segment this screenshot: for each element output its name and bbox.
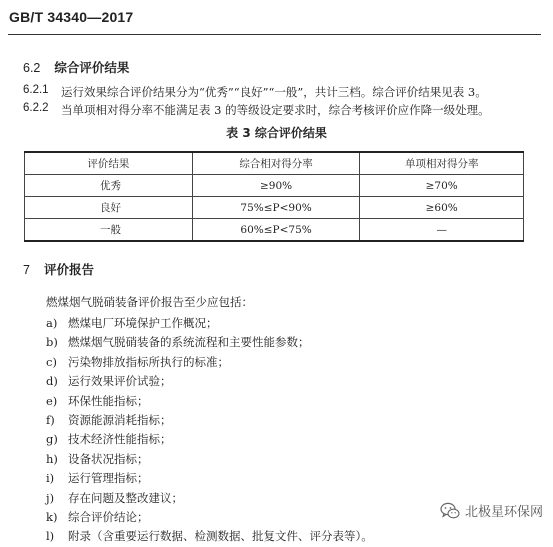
section-title: 评价报告	[43, 262, 94, 277]
table-row	[25, 197, 524, 219]
item-mark: g)	[46, 432, 58, 447]
item-mark: c)	[46, 354, 57, 369]
item-text: 燃煤电厂环境保护工作概况；	[68, 316, 218, 330]
list-item	[46, 450, 373, 469]
item-text: 环保性能指标；	[68, 393, 149, 408]
list-item	[46, 508, 373, 527]
section-7-heading	[23, 260, 94, 278]
clause-6-2-2	[23, 102, 490, 118]
table-cell: —	[360, 219, 524, 242]
section-number: 6.2	[23, 61, 41, 75]
header-rule	[8, 34, 541, 35]
section-title: 综合评价结果	[54, 60, 130, 75]
item-mark: i)	[46, 471, 55, 486]
item-mark: l)	[46, 529, 55, 544]
item-text: 燃煤烟气脱硝装备的系统流程和主要性能参数；	[68, 335, 310, 350]
clause-number: 6.2.1	[23, 84, 49, 96]
evaluation-result-table	[24, 151, 524, 242]
clause-text: 运行效果综合评价结果分为“优秀”“良好”“一般”，共计三档。综合评价结果见表 3。	[61, 85, 487, 99]
item-text: 附录（含重要运行数据、检测数据、批复文件、评分表等）。	[68, 529, 373, 544]
item-text: 运行效果评价试验；	[68, 374, 172, 389]
list-item	[46, 333, 373, 352]
table-caption: 表 3 综合评价结果	[226, 126, 327, 140]
watermark-text: 北极星环保网	[464, 505, 543, 520]
item-mark: e)	[46, 393, 58, 408]
section-number: 7	[23, 263, 30, 277]
item-mark: b)	[46, 335, 58, 350]
item-mark: j)	[46, 490, 55, 505]
column-header: 评价结果	[25, 152, 193, 175]
item-text: 技术经济性能指标；	[68, 432, 172, 447]
table-row	[25, 175, 524, 197]
item-mark: f)	[46, 412, 55, 427]
item-text: 存在问题及整改建议；	[68, 490, 183, 505]
wechat-icon	[440, 502, 460, 520]
list-item	[46, 430, 373, 449]
item-text: 污染物排放指标所执行的标准；	[68, 354, 229, 369]
list-item	[46, 489, 373, 508]
list-item	[46, 392, 373, 411]
list-item	[46, 411, 373, 430]
table-cell: 60%≤P<75%	[192, 219, 360, 242]
item-text: 资源能源消耗指标；	[68, 412, 172, 427]
clause-text: 当单项相对得分率不能满足表 3 的等级设定要求时，综合考核评价应作降一级处理。	[61, 103, 490, 117]
item-mark: d)	[46, 374, 58, 389]
list-item	[46, 314, 373, 333]
table-row	[25, 219, 524, 242]
report-item-list	[46, 314, 373, 547]
clause-6-2-1	[23, 84, 487, 100]
standard-code: GB/T 34340—2017	[9, 9, 134, 25]
section-6-2-heading	[23, 58, 129, 76]
item-mark: a)	[46, 316, 58, 330]
table-cell: 优秀	[25, 175, 193, 197]
list-item	[46, 527, 373, 546]
watermark	[440, 501, 543, 520]
column-header: 单项相对得分率	[360, 152, 524, 175]
list-item	[46, 469, 373, 488]
table-cell: ≥70%	[360, 175, 524, 197]
item-mark: k)	[46, 509, 58, 524]
table-cell: 75%≤P<90%	[192, 197, 360, 219]
table-cell: 一般	[25, 219, 193, 242]
clause-number: 6.2.2	[23, 102, 49, 114]
table-header-row	[25, 152, 524, 175]
item-text: 设备状况指标；	[68, 451, 149, 466]
item-text: 综合评价结论；	[68, 509, 149, 524]
list-item	[46, 353, 373, 372]
column-header: 综合相对得分率	[192, 152, 360, 175]
table-cell: 良好	[25, 197, 193, 219]
item-text: 运行管理指标；	[68, 471, 149, 486]
report-intro: 燃煤烟气脱硝装备评价报告至少应包括：	[46, 295, 253, 309]
table-cell: ≥90%	[192, 175, 360, 197]
item-mark: h)	[46, 451, 58, 466]
table-cell: ≥60%	[360, 197, 524, 219]
list-item	[46, 372, 373, 391]
